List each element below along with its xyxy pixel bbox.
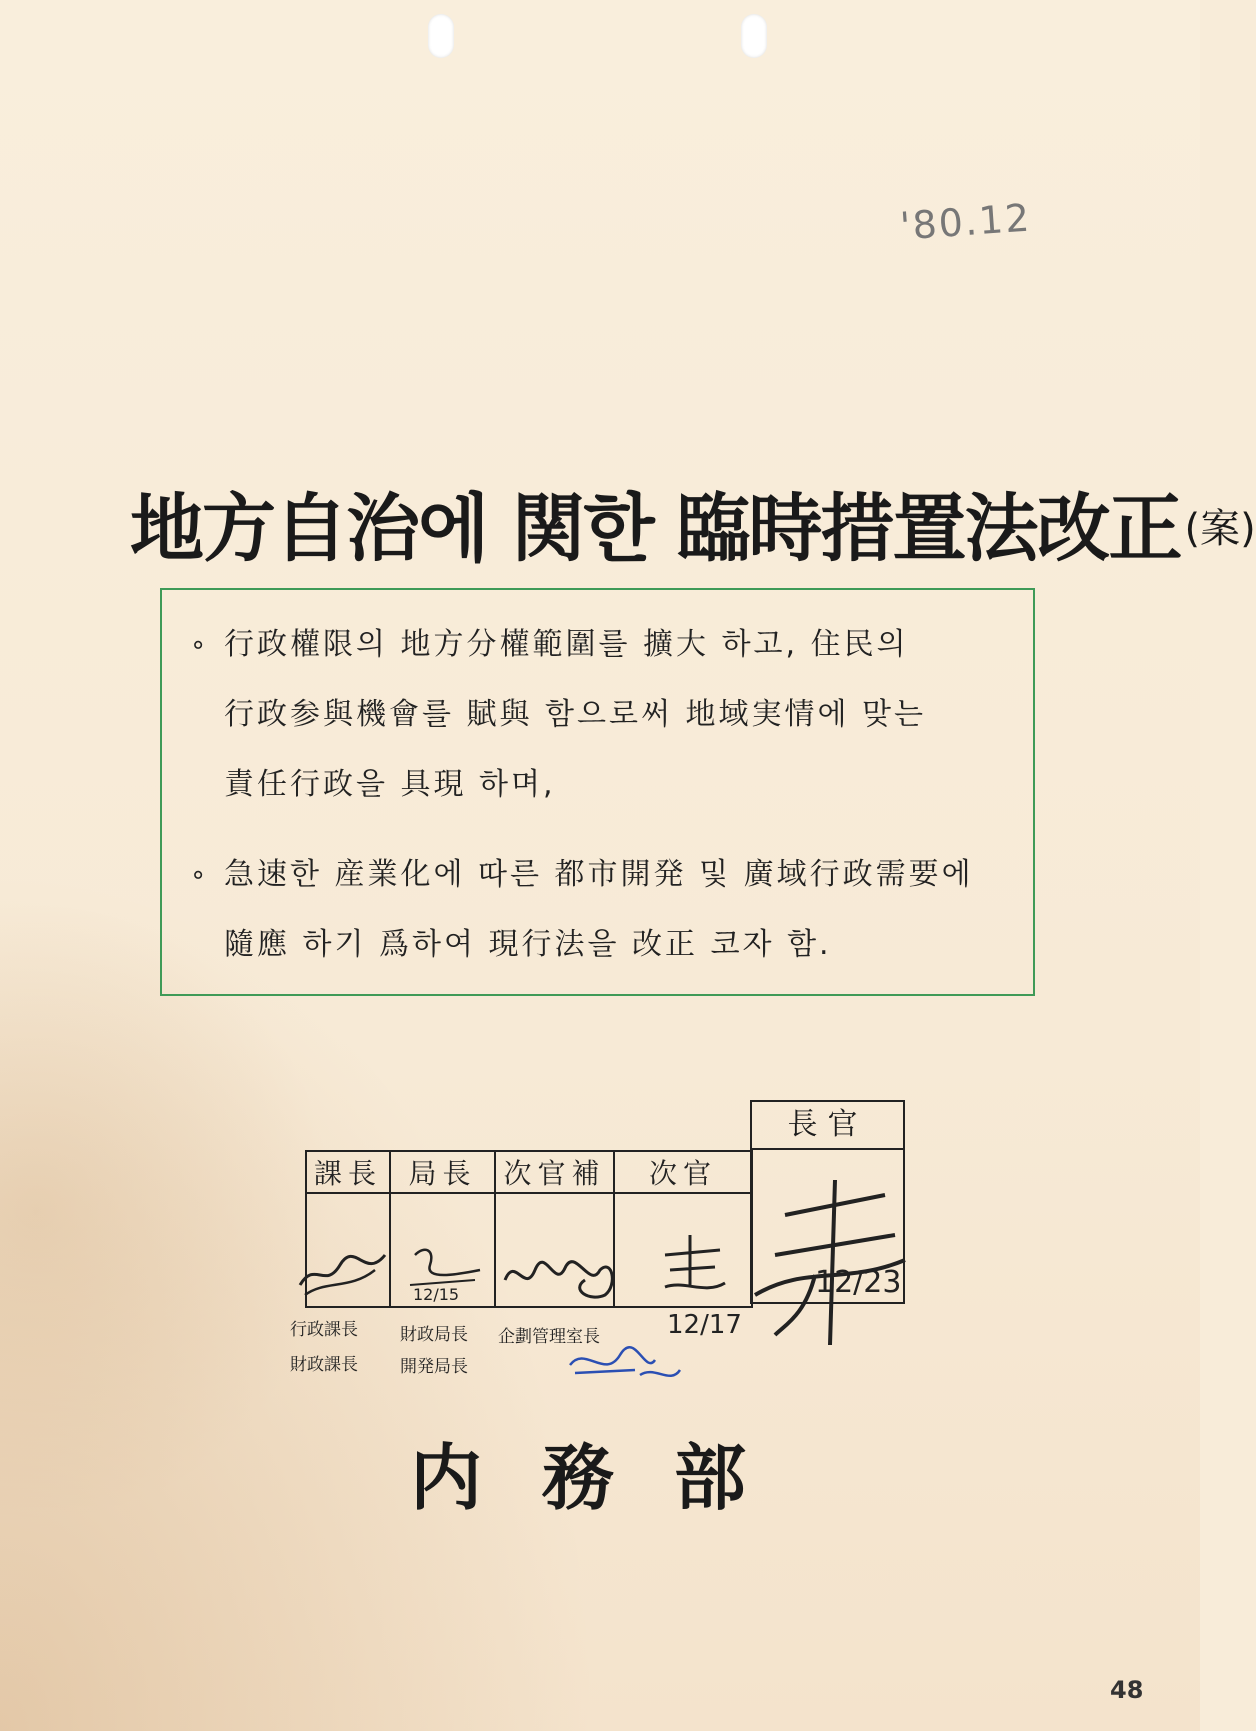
summary-line: 行政参與機會를 賦與 함으로써 地域実情에 맞는: [224, 697, 926, 732]
signature-vice-minister: [650, 1225, 740, 1315]
date-bureau-chief: 12/15: [413, 1285, 460, 1304]
approval-header-section-chief: 課長: [306, 1151, 390, 1193]
date-minister: 12/23: [815, 1265, 902, 1300]
punch-hole-right: [741, 14, 767, 58]
page-number: 48: [1110, 1676, 1144, 1704]
handwritten-date-note: '80.12: [898, 195, 1033, 249]
summary-item-2: [190, 840, 1010, 980]
title-text: 地方自治에 関한 臨時措置法改正: [130, 486, 1181, 572]
summary-box: [160, 588, 1035, 996]
signature-section-chief: [295, 1230, 395, 1310]
minister-header: 長官: [752, 1102, 903, 1150]
title-suffix: (案): [1184, 506, 1256, 552]
signature-assistant-vice-minister: [500, 1240, 620, 1310]
summary-line: 急速한 産業化에 따른 都市開発 및 廣域行政需要에: [224, 857, 974, 892]
bullet-icon: ∘: [190, 630, 210, 660]
cosigner-development-bureau-chief: 開発局長: [400, 1357, 468, 1377]
summary-line: 行政權限의 地方分權範圍를 擴大 하고, 住民의: [224, 627, 909, 662]
cosigner-planning-office-chief: 企劃管理室長: [498, 1327, 600, 1347]
cosigner-administration-section-chief: 行政課長: [290, 1320, 358, 1340]
summary-line: 隨應 하기 爲하여 現行法을 改正 코자 함.: [224, 927, 832, 962]
approval-header-bureau-chief: 局長: [390, 1151, 495, 1193]
summary-line: 責任行政을 具現 하며,: [224, 767, 556, 802]
date-vice-minister: 12/17: [667, 1310, 742, 1340]
punch-hole-left: [428, 14, 454, 58]
document-title: [130, 470, 1256, 576]
issuing-ministry: 内務部: [410, 1435, 807, 1520]
cosigner-finance-bureau-chief: 財政局長: [400, 1325, 468, 1345]
cosigner-blue-signature: [565, 1335, 685, 1395]
bullet-icon: ∘: [190, 860, 210, 890]
approval-header-assistant-vice-minister: 次官補: [495, 1151, 614, 1193]
approval-header-vice-minister: 次官: [614, 1151, 752, 1193]
summary-item-1: [190, 610, 1010, 820]
cosigner-finance-section-chief: 財政課長: [290, 1355, 358, 1375]
